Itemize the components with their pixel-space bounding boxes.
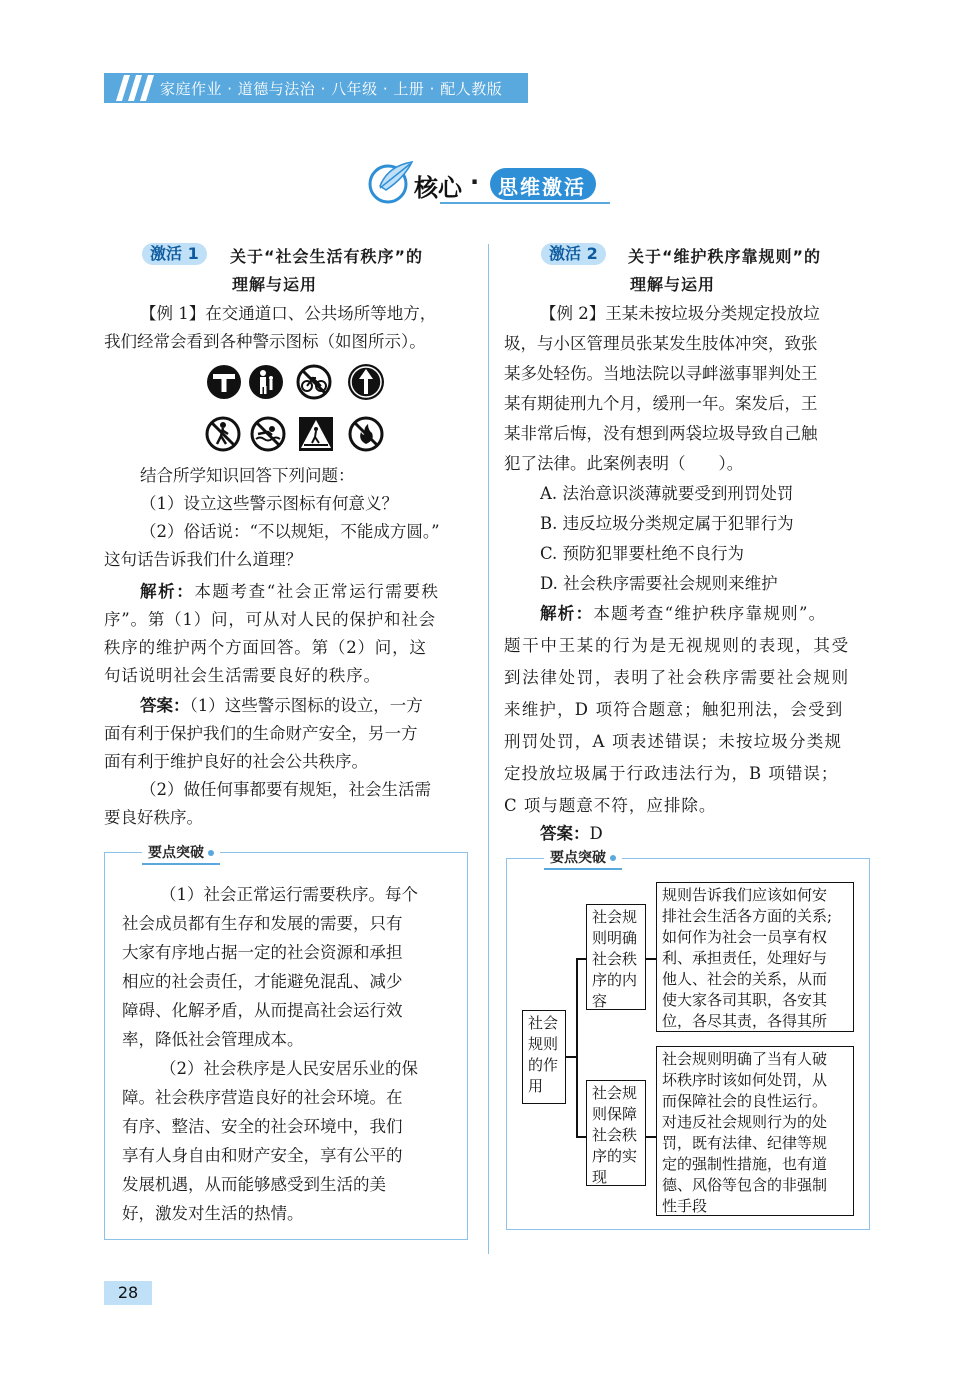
connector-line [566, 1056, 576, 1058]
banner-underline [440, 202, 610, 204]
no-fire-sign-icon [348, 416, 384, 452]
connector-line [576, 958, 586, 960]
activate-tag-1: 激活 1 [142, 243, 207, 265]
answer-line: 面有利于保护我们的生命财产安全，另一方 [104, 724, 418, 743]
question-line: （2）俗话说：“不以规矩，不能成方圆。” [140, 522, 440, 541]
example2-line: 某多处轻伤。当地法院以寻衅滋事罪判处王 [504, 364, 818, 383]
key-point-line: （2）社会秩序是人民安居乐业的保 [160, 1059, 418, 1078]
diagram-branch-guarantee: 社会规 则保障 社会秩 序的实 现 [586, 1080, 646, 1186]
analysis-line: 来维护，D 项符合题意；触犯刑法，会受到 [504, 700, 844, 719]
example2-line: 某有期徒刑九个月，缓刑一年。案发后，王 [504, 394, 818, 413]
question-line: 这句话告诉我们什么道理？ [104, 550, 302, 569]
answer-label: 答案： [540, 824, 590, 843]
key-point-line: 障碍、化解矛盾，从而提高社会运行效 [122, 1001, 403, 1020]
key-points-tag-right: 要点突破 [544, 848, 622, 870]
header-title: 家庭作业 · 道德与法治 · 八年级 · 上册 · 配人教版 [160, 80, 503, 98]
key-point-line: （1）社会正常运行需要秩序。每个 [160, 885, 418, 904]
t-junction-sign-icon [206, 364, 242, 400]
banner-subtitle: 思维激活 [498, 175, 586, 199]
connector-line [576, 958, 578, 1136]
straight-ahead-sign-icon [346, 362, 386, 402]
crosswalk-sign-icon [298, 416, 334, 452]
question-line: （1）设立这些警示图标有何意义？ [140, 494, 398, 513]
answer-line: 面有利于维护良好的社会公共秩序。 [104, 752, 368, 771]
banner-dot: · [470, 168, 480, 196]
key-point-line: 率，降低社会管理成本。 [122, 1030, 304, 1049]
answer-paragraph-right [540, 820, 603, 848]
page-number: 28 [104, 1281, 152, 1305]
analysis-line: 刑罚处罚，A 项表述错误；未按垃圾分类规 [504, 732, 843, 751]
connector-line [646, 1136, 656, 1138]
analysis-line: 序”。第（1）问，可从对人民的保护和社会 [104, 610, 436, 629]
example2-line: 圾，与小区管理员张某发生肢体冲突，致张 [504, 334, 818, 353]
key-point-line: 发展机遇，从而能够感受到生活的美 [122, 1175, 386, 1194]
analysis-line: 到法律处罚，表明了社会秩序需要社会规则 [504, 668, 850, 687]
option-c: C. 预防犯罪要杜绝不良行为 [540, 544, 745, 563]
diagram-leaf-content: 规则告诉我们应该如何安 排社会生活各方面的关系; 如何作为社会一员享有权 利、承担责任，处理好与 他人、社会的关系，从而 使大家各司其职，各安其 位，各尽其责，各得其所 [656, 882, 854, 1032]
slash-decor-icon [108, 73, 156, 103]
right-heading-line2: 理解与运用 [630, 275, 716, 294]
right-heading-line1: 关于“维护秩序靠规则”的 [628, 247, 822, 266]
option-a: A. 法治意识淡薄就要受到刑罚处罚 [540, 484, 794, 503]
answer-value: D [589, 824, 603, 843]
option-d: D. 社会秩序需要社会规则来维护 [540, 574, 778, 593]
example2-line: 【例 2】王某未按垃圾分类规定投放垃 [540, 304, 820, 323]
analysis-line: C 项与题意不符，应排除。 [504, 796, 717, 815]
connector-line [646, 958, 656, 960]
analysis-line: 句话说明社会生活需要良好的秩序。 [104, 666, 381, 685]
key-point-line: 社会成员都有生存和发展的需要，只有 [122, 914, 403, 933]
key-point-line: 相应的社会责任，才能避免混乱、减少 [122, 972, 403, 991]
analysis-label: 解析： [140, 582, 195, 601]
key-points-tag-left: 要点突破 [142, 843, 220, 865]
no-swimming-sign-icon [250, 416, 286, 452]
answer-paragraph: 答案：（1）这些警示图标的设立，一方 [140, 696, 423, 715]
left-heading-line2: 理解与运用 [232, 275, 318, 294]
answer-line: （2）做任何事都要有规矩，社会生活需 [140, 780, 431, 799]
analysis-line: 题干中王某的行为是无视规则的表现，其受 [504, 636, 850, 655]
banner-title: 核心 [414, 174, 462, 202]
example1-line: 我们经常会看到各种警示图标（如图所示）。 [104, 332, 426, 351]
column-divider [488, 244, 489, 1254]
left-heading-line1: 关于“社会生活有秩序”的 [230, 247, 424, 266]
key-point-line: 好，激发对生活的热情。 [122, 1204, 304, 1223]
no-bicycle-sign-icon [296, 364, 332, 400]
diagram-leaf-guarantee: 社会规则明确了当有人破 坏秩序时该如何处罚，从 而保障社会的良性运行。 对违反社会规则行为的处 罚，既有法律、纪律等规 定的强制性措施，也有道 德、风俗等包含的非强制 性手段 [656, 1046, 854, 1216]
connector-line [576, 1136, 586, 1138]
analysis-label: 解析： [540, 604, 594, 623]
analysis-paragraph-right: 解析：本题考查“维护秩序靠规则”。 [540, 604, 827, 623]
analysis-line: 秩序的维护两个方面回答。第（2）问，这 [104, 638, 427, 657]
answer-line: 要良好秩序。 [104, 808, 203, 827]
example2-line: 某非常后悔，没有想到两袋垃圾导致自己触 [504, 424, 818, 443]
diagram-branch-content: 社会规 则明确 社会秩 序的内 容 [586, 904, 646, 1010]
key-point-line: 享有人身自由和财产安全，享有公平的 [122, 1146, 403, 1165]
analysis-paragraph: 解析：本题考查“社会正常运行需要秩 [140, 582, 440, 601]
pedestrian-sign-icon [248, 364, 284, 400]
option-b: B. 违反垃圾分类规定属于犯罪行为 [540, 514, 794, 533]
key-point-line: 大家有序地占据一定的社会资源和承担 [122, 943, 403, 962]
example2-line: 犯了法律。此案例表明（ ）。 [504, 454, 744, 473]
diagram-root-box: 社会 规则 的作 用 [522, 1010, 566, 1104]
answer-label: 答案： [140, 696, 190, 715]
key-point-line: 障。社会秩序营造良好的社会环境。在 [122, 1088, 403, 1107]
question-line: 结合所学知识回答下列问题： [140, 466, 355, 485]
key-point-line: 有序、整洁、安全的社会环境中，我们 [122, 1117, 403, 1136]
example1-line: 【例 1】在交通道口、公共场所等地方， [140, 304, 437, 323]
analysis-line: 定投放垃圾属于行政违法行为，B 项错误； [504, 764, 839, 783]
activate-tag-2: 激活 2 [541, 243, 606, 265]
no-pedestrian-sign-icon [205, 416, 241, 452]
